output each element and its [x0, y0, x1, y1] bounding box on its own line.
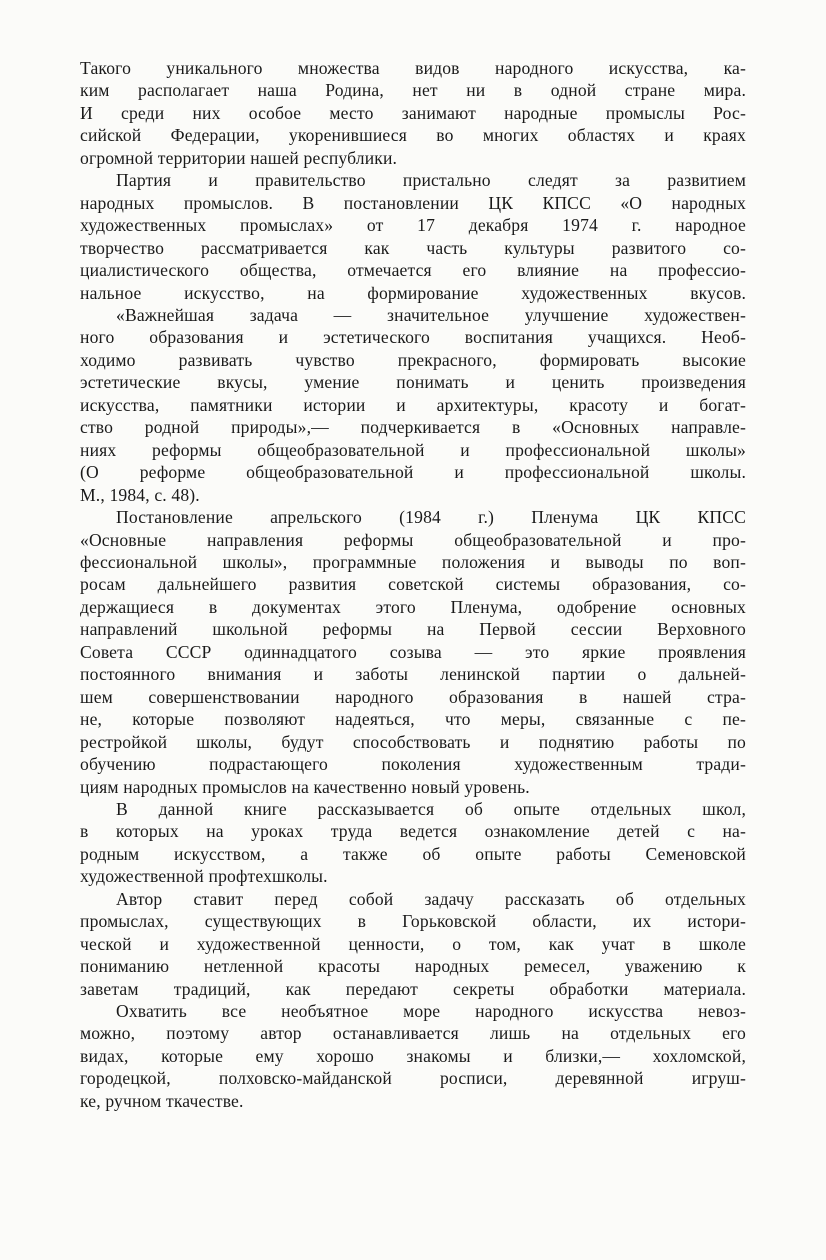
text-line: творчество рассматривается как часть культуры развитого со- [80, 237, 746, 258]
text-line: искусства, памятники истории и архитектуры, красоту и богат- [80, 394, 746, 415]
text-line: Постановление апрельского (1984 г.) Пленума ЦК КПСС [116, 507, 746, 528]
text-line: М., 1984, с. 48). [80, 484, 200, 505]
text-line: циям народных промыслов на качественно новый уровень. [80, 776, 530, 797]
text-line: постоянного внимания и заботы ленинской партии о дальней- [80, 664, 746, 685]
paragraph [80, 506, 746, 798]
text-line: заветам традиций, как передают секреты обработки материала. [80, 978, 746, 999]
text-line: эстетические вкусы, умение понимать и ценить произведения [80, 372, 746, 393]
text-line: ческой и художественной ценности, о том, как учат в школе [80, 933, 746, 954]
text-line: нальное искусство, на формирование художественных вкусов. [80, 282, 746, 303]
text-line: обучению подрастающего поколения художественным тради- [80, 754, 746, 775]
text-line: росам дальнейшего развития советской системы образования, со- [80, 574, 746, 595]
text-line: Партия и правительство пристально следят за развитием [116, 170, 746, 191]
text-line: ким располагает наша Родина, нет ни в одной стране мира. [80, 80, 746, 101]
text-line: художественной профтехшколы. [80, 866, 328, 887]
text-line: И среди них особое место занимают народные промыслы Рос- [80, 102, 746, 123]
text-line: можно, поэтому автор останавливается лишь на отдельных его [80, 1023, 746, 1044]
text-line: держащиеся в документах этого Пленума, одобрение основных [80, 596, 746, 617]
text-line: ниях реформы общеобразовательной и профессиональной школы» [80, 439, 746, 460]
text-line: народных промыслов. В постановлении ЦК КПСС «О народных [80, 192, 746, 213]
paragraph [80, 1000, 746, 1112]
text-line: городецкой, полховско-майданской росписи, деревянной игруш- [80, 1068, 746, 1089]
text-line: ного образования и эстетического воспитания учащихся. Необ- [80, 327, 746, 348]
text-line: Охватить все необъятное море народного искусства невоз- [116, 1001, 746, 1022]
text-line: ходимо развивать чувство прекрасного, формировать высокие [80, 349, 746, 370]
text-line: «Важнейшая задача — значительное улучшение художествен- [116, 304, 746, 325]
text-line: фессиональной школы», программные положения и выводы по воп- [80, 551, 746, 572]
text-line: Совета СССР одиннадцатого созыва — это яркие проявления [80, 641, 746, 662]
text-line: видах, которые ему хорошо знакомы и близки,— хохломской, [80, 1045, 746, 1066]
paragraph [80, 57, 746, 169]
text-line: (О реформе общеобразовательной и профессиональной школы. [80, 462, 746, 483]
text-line: Такого уникального множества видов народного искусства, ка- [80, 58, 746, 78]
text-line: «Основные направления реформы общеобразовательной и про- [80, 529, 746, 550]
text-line: художественных промыслах» от 17 декабря 1974 г. народное [80, 215, 746, 236]
text-line: не, которые позволяют надеяться, что меры, связанные с пе- [80, 709, 746, 730]
text-line: промыслах, существующих в Горьковской области, их истори- [80, 911, 746, 932]
paragraph [80, 169, 746, 304]
text-line: В данной книге рассказывается об опыте отдельных школ, [116, 798, 746, 819]
text-line: сийской Федерации, укоренившиеся во многих областях и краях [80, 125, 746, 146]
paragraph [80, 798, 746, 888]
text-line: Автор ставит перед собой задачу рассказать об отдельных [116, 888, 746, 909]
text-line: ке, ручном ткачестве. [80, 1090, 244, 1111]
text-line: циалистического общества, отмечается его влияние на профессио- [80, 260, 746, 281]
text-line: рестройкой школы, будут способствовать и поднятию работы по [80, 731, 746, 752]
paragraph [80, 888, 746, 1000]
text-line: в которых на уроках труда ведется ознакомление детей с на- [80, 821, 746, 842]
text-block [80, 57, 746, 1112]
paragraph [80, 304, 746, 506]
text-line: ство родной природы»,— подчеркивается в «Основных направле- [80, 417, 746, 438]
text-line: пониманию нетленной красоты народных ремесел, уважению к [80, 956, 746, 977]
text-line: родным искусством, а также об опыте работы Семеновской [80, 843, 746, 864]
text-line: направлений школьной реформы на Первой сессии Верховного [80, 619, 746, 640]
text-line: шем совершенствовании народного образования в нашей стра- [80, 686, 746, 707]
text-line: огромной территории нашей республики. [80, 147, 398, 168]
